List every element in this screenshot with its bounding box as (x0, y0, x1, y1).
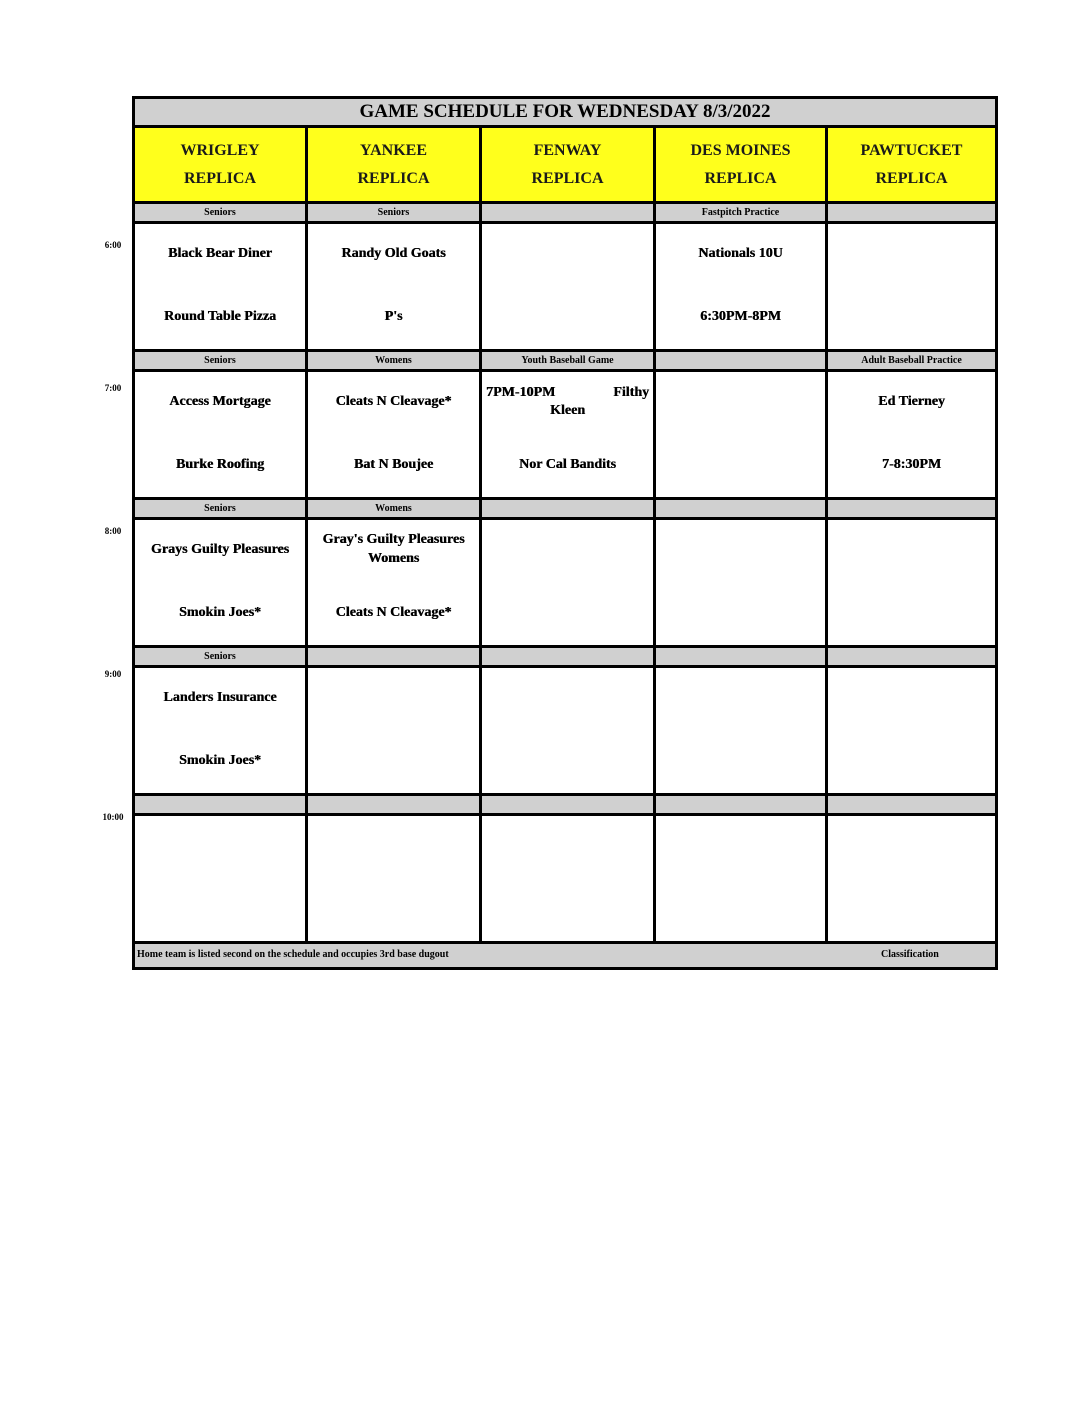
away-team: Cleats N Cleavage* (335, 394, 452, 409)
classification-label: Youth Baseball Game (482, 352, 656, 369)
classification-label: Womens (308, 352, 482, 369)
classification-label: Womens (308, 500, 482, 517)
game-row-7 (135, 372, 995, 500)
footer-row (135, 944, 995, 967)
game-cell (308, 520, 482, 645)
home-team: P's (384, 309, 403, 324)
classification-label (828, 796, 995, 813)
away-team: Ed Tierney (878, 394, 945, 409)
home-team: Smokin Joes* (178, 753, 262, 768)
game-cell (656, 372, 828, 497)
home-team: Smokin Joes* (178, 605, 262, 620)
game-cell (482, 224, 656, 349)
venue-sub: REPLICA (875, 169, 948, 187)
home-team: 7-8:30PM (881, 457, 942, 472)
game-row-9 (135, 668, 995, 796)
game-cell (656, 816, 828, 941)
game-time: 7PM-10PM (486, 385, 556, 400)
venue-sub: REPLICA (183, 169, 256, 187)
classification-row-10 (135, 796, 995, 816)
game-cell (135, 224, 308, 349)
game-cell (135, 520, 308, 645)
schedule-title: GAME SCHEDULE FOR WEDNESDAY 8/3/2022 (135, 99, 995, 128)
home-team: Round Table Pizza (163, 309, 277, 324)
classification-label: Seniors (135, 648, 308, 665)
game-cell (135, 668, 308, 793)
game-cell (308, 372, 482, 497)
venue-name: YANKEE (360, 141, 427, 159)
classification-label (656, 648, 828, 665)
home-team: Cleats N Cleavage* (335, 605, 452, 620)
game-cell (135, 816, 308, 941)
venue-fenway (482, 128, 656, 201)
classification-label (482, 204, 656, 221)
venue-yankee (308, 128, 482, 201)
classification-label: Seniors (308, 204, 482, 221)
classification-label: Seniors (135, 352, 308, 369)
classification-label (482, 500, 656, 517)
game-cell (482, 668, 656, 793)
home-team: Burke Roofing (175, 457, 265, 472)
game-cell (482, 372, 656, 497)
classification-legend: Classification (881, 949, 939, 960)
game-cell (656, 668, 828, 793)
time-label-8: 8:00 (104, 526, 122, 536)
home-team-note: Home team is listed second on the schedule and occupies 3rd base dugout (137, 949, 449, 960)
classification-label (308, 796, 482, 813)
classification-row-7 (135, 352, 995, 372)
classification-label (828, 204, 995, 221)
away-team (312, 530, 475, 568)
away-team: Nationals 10U (698, 246, 783, 261)
game-cell (482, 816, 656, 941)
game-cell (308, 816, 482, 941)
away-team: Black Bear Diner (168, 246, 272, 261)
time-label-6: 6:00 (104, 240, 122, 250)
home-team: Nor Cal Bandits (519, 457, 616, 472)
home-team: 6:30PM-8PM (700, 309, 781, 324)
classification-label: Fastpitch Practice (656, 204, 828, 221)
team-name-part: Kleen (550, 403, 585, 418)
classification-row-8 (135, 500, 995, 520)
classification-row-6 (135, 204, 995, 224)
away-team: Access Mortgage (169, 394, 271, 409)
time-label-10: 10:00 (102, 812, 124, 822)
game-row-8 (135, 520, 995, 648)
classification-label: Seniors (135, 204, 308, 221)
game-cell (828, 520, 995, 645)
venue-sub: REPLICA (357, 169, 430, 187)
venue-des-moines (656, 128, 828, 201)
venue-name: FENWAY (533, 141, 602, 159)
venue-header-row (135, 128, 995, 204)
classification-label: Seniors (135, 500, 308, 517)
game-cell (135, 372, 308, 497)
venue-sub: REPLICA (531, 169, 604, 187)
game-row-10 (135, 816, 995, 944)
classification-label (828, 648, 995, 665)
game-cell (828, 224, 995, 349)
schedule-table (132, 96, 998, 970)
game-cell (308, 224, 482, 349)
venue-pawtucket (828, 128, 995, 201)
classification-label (482, 648, 656, 665)
venue-name: WRIGLEY (180, 141, 260, 159)
away-team: Landers Insurance (163, 690, 277, 705)
venue-wrigley (135, 128, 308, 201)
team-name-line: Gray's Guilty Pleasures (322, 532, 465, 547)
game-cell (828, 668, 995, 793)
team-name-part: Filthy (613, 385, 649, 400)
away-team (486, 384, 649, 420)
venue-sub: REPLICA (704, 169, 777, 187)
classification-label (308, 648, 482, 665)
classification-label (135, 796, 308, 813)
classification-label (656, 796, 828, 813)
game-row-6 (135, 224, 995, 352)
classification-label (656, 500, 828, 517)
away-team: Randy Old Goats (341, 246, 446, 261)
away-team: Grays Guilty Pleasures (150, 542, 290, 557)
classification-label (482, 796, 656, 813)
team-name-line: Womens (367, 551, 420, 566)
venue-name: PAWTUCKET (860, 141, 963, 159)
home-team: Bat N Boujee (353, 457, 434, 472)
venue-name: DES MOINES (690, 141, 791, 159)
game-cell (656, 224, 828, 349)
game-cell (828, 372, 995, 497)
game-cell (482, 520, 656, 645)
game-cell (828, 816, 995, 941)
classification-label (828, 500, 995, 517)
classification-label (656, 352, 828, 369)
time-label-7: 7:00 (104, 383, 122, 393)
classification-label: Adult Baseball Practice (861, 355, 962, 366)
time-label-9: 9:00 (104, 669, 122, 679)
classification-row-9 (135, 648, 995, 668)
game-cell (656, 520, 828, 645)
game-cell (308, 668, 482, 793)
